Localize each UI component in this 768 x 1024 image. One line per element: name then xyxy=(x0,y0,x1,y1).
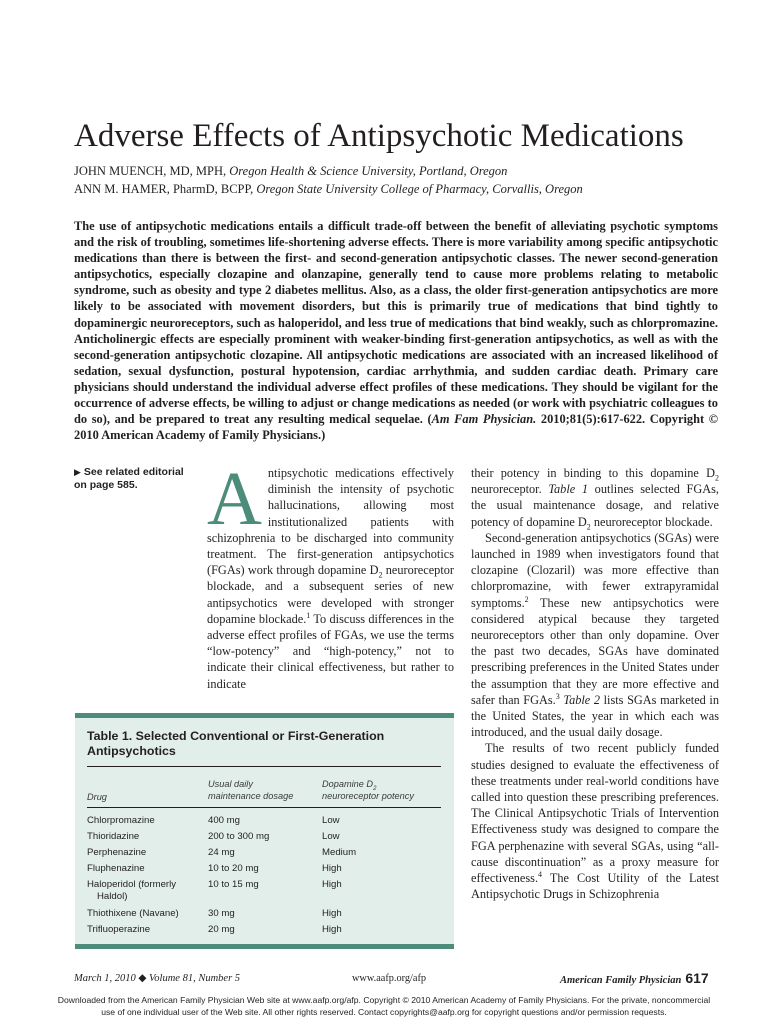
table-rule xyxy=(87,807,441,808)
table-cell-dosage: 10 to 20 mg xyxy=(208,863,259,874)
drug-name: Haloperidol (formerly xyxy=(87,879,177,890)
table-header-drug: Drug xyxy=(87,792,107,802)
table-cell-drug xyxy=(87,815,205,827)
drug-name-continued: Haldol) xyxy=(97,891,128,902)
table-1 xyxy=(75,713,454,949)
footer-issue: March 1, 2010 ◆ Volume 81, Number 5 xyxy=(74,973,241,984)
table-cell-drug xyxy=(87,879,205,903)
drug-name: Thiothixene (Navane) xyxy=(87,908,179,919)
reference-superscript[interactable]: 3 xyxy=(555,691,560,701)
body-text: outlines selected FGAs, the usual maintenance dosage, and relative potency of dopamine D xyxy=(471,482,719,529)
author-line-1 xyxy=(74,163,714,180)
table-cell-drug xyxy=(87,924,205,936)
abstract-citation: 2010;81(5):617-622. Copyright © 2010 American Academy of Family Physicians.) xyxy=(74,412,719,443)
body-text: their potency in binding to this dopamine D xyxy=(471,466,715,480)
article-title: Adverse Effects of Antipsychotic Medications xyxy=(74,118,684,154)
body-paragraph xyxy=(471,740,719,902)
body-text: Second-generation antipsychotics (SGAs) were launched in 1989 when investigators found that clozapine (Clozaril) was more effective than chlorpromazine, with fewer extrapyramidal symptoms. xyxy=(471,530,719,610)
body-paragraph xyxy=(471,465,719,530)
drug-name: Trifluoperazine xyxy=(87,924,151,935)
abstract-citation-journal: Am Fam Physician. xyxy=(431,412,537,427)
table-cell-dosage: 30 mg xyxy=(208,908,235,919)
subscript: 2 xyxy=(586,522,591,532)
drug-name: Thioridazine xyxy=(87,831,140,842)
table-header-text: Usual daily xyxy=(208,779,253,789)
table-cell-dosage: 10 to 15 mg xyxy=(208,879,259,890)
body-column-3 xyxy=(471,465,719,902)
reference-superscript[interactable]: 1 xyxy=(306,610,311,620)
download-notice-line: use of one individual user of the Web site. All other rights reserved. Contact copyrights@aafp.org for copyright questions and/or permission requests. xyxy=(101,1007,667,1017)
footer-journal xyxy=(560,970,709,986)
drop-cap: A xyxy=(207,457,262,541)
reference-superscript[interactable]: 4 xyxy=(538,869,543,879)
table-cell-drug xyxy=(87,908,205,920)
body-column-2 xyxy=(207,457,454,692)
table-cell-potency: High xyxy=(322,879,342,890)
author-line-2 xyxy=(74,181,714,198)
body-text: neuroreceptor blockade. xyxy=(590,514,713,529)
drug-name: Chlorpromazine xyxy=(87,815,155,826)
triangle-right-icon: ▶ xyxy=(74,467,81,477)
table-cell-dosage: 400 mg xyxy=(208,815,240,826)
table-header-potency xyxy=(322,778,414,802)
table-header-dosage xyxy=(208,778,293,802)
body-paragraph xyxy=(207,457,454,692)
table-cell-potency: High xyxy=(322,908,342,919)
table-cell-potency: Low xyxy=(322,815,340,826)
table-1-reference[interactable]: Table 1 xyxy=(548,482,589,497)
table-header-text: Dopamine D xyxy=(322,779,374,789)
table-cell-drug xyxy=(87,831,205,843)
table-cell-dosage: 20 mg xyxy=(208,924,235,935)
table-cell-potency: Medium xyxy=(322,847,357,858)
drug-name: Fluphenazine xyxy=(87,863,145,874)
table-cell-potency: High xyxy=(322,863,342,874)
author-affiliation: Oregon State University College of Pharmacy, Corvallis, Oregon xyxy=(256,182,583,196)
table-cell-dosage: 200 to 300 mg xyxy=(208,831,270,842)
table-cell-drug xyxy=(87,863,205,875)
body-text: lists SGAs marketed in the United States, the year in which each was introduced, and the usual daily dosage. xyxy=(471,692,720,740)
footer-url-link[interactable]: www.aafp.org/afp xyxy=(352,973,427,984)
download-notice-line: Downloaded from the American Family Physician Web site at www.aafp.org/afp. Copyright © 2010 American Academy of Family Physicians. For the private, noncommercial xyxy=(57,995,711,1005)
body-text: The results of two recent publicly funded studies designed to evaluate the effectiveness of these treatments under real-world conditions have called into question these prescribing preferences. The Clinical Antipsychotic Trials of Intervention Effectiveness study was designed to compare the FGA perphenazine with several SGAs, using “all-cause discontinuation” as a proxy measure for effectiveness. xyxy=(471,741,719,886)
abstract-text: The use of antipsychotic medications entails a difficult trade-off between the benefit of alleviating psychotic symptoms and the risk of troubling, sometimes life-shortening adverse effects. There is more variability among specific antipsychotic medications than there is between the first- and second-generation antipsychotic classes. The newer second-generation antipsychotics, especially clozapine and olanzapine, generally tend to cause more problems relating to metabolic syndrome, such as obesity and type 2 diabetes mellitus. Also, as a class, the older first-generation antipsychotics are more likely to be associated with movement disorders, but this is primarily true of medications that bind tightly to dopaminergic neuroreceptors, such as haloperidol, and less true of medications that bind weakly, such as chlorpromazine. Anticholinergic effects are especially prominent with weaker-binding first-generation antipsychotics, as well as with the second-generation antipsychotic clozapine. All antipsychotic medications are associated with an increased likelihood of sedation, sexual dysfunction, postural hypotension, cardiac arrhythmia, and sudden cardiac death. Primary care physicians should understand the individual adverse effect profiles of these medications. They should be vigilant for the occurrence of adverse effects, be willing to adjust or change medications as needed (or work with psychiatric colleagues to do so), and be prepared to treat any resulting medical sequelae. ( xyxy=(74,219,718,427)
journal-name: American Family Physician xyxy=(560,975,682,986)
body-text: ntipsychotic medications effectively diminish the intensity of psychotic hallucinations, allowing most institutionalized patients with schizophrenia to be discharged into community treatment. The first-generation antipsychotics (FGAs) work through dopamine D xyxy=(207,466,454,578)
subscript: 2 xyxy=(715,473,719,483)
author-name: JOHN MUENCH, MD, MPH, xyxy=(74,164,227,178)
body-paragraph xyxy=(471,530,719,741)
table-2-reference[interactable]: Table 2 xyxy=(563,692,601,707)
body-text: The Cost Utility of the Latest Antipsychotic Drugs in Schizophrenia xyxy=(471,871,719,902)
author-affiliation: Oregon Health & Science University, Portland, Oregon xyxy=(229,164,508,178)
subscript: 2 xyxy=(373,785,377,792)
page-number: 617 xyxy=(685,970,709,986)
body-text: neuroreceptor. xyxy=(471,482,549,497)
table-cell-drug xyxy=(87,847,205,859)
see-related-text: See related editorial on page 585. xyxy=(74,466,184,491)
body-text: These new antipsychotics were considered atypical because they targeted neuroreceptors other than only dopamine. Over the past two decades, SGAs have dominated prescribing preferences in the United States under the assumption that they are more effective and safer than FGAs. xyxy=(471,595,719,707)
abstract xyxy=(74,218,718,443)
table-header-text: neuroreceptor potency xyxy=(322,791,414,801)
subscript: 2 xyxy=(378,570,383,580)
drug-name: Perphenazine xyxy=(87,847,147,858)
table-cell-potency: High xyxy=(322,924,342,935)
table-title: Table 1. Selected Conventional or First-Generation Antipsychotics xyxy=(87,729,385,758)
reference-superscript[interactable]: 2 xyxy=(524,594,529,604)
body-text: To discuss differences in the adverse effect profiles of FGAs, we use the terms “low-potency” and “high-potency,” not to indicate their clinical effectiveness, but rather to indicate xyxy=(207,611,454,691)
author-name: ANN M. HAMER, PharmD, BCPP, xyxy=(74,182,254,196)
download-notice xyxy=(0,994,768,1018)
table-header-text: maintenance dosage xyxy=(208,791,294,801)
see-related-editorial-link[interactable] xyxy=(74,466,199,492)
table-cell-dosage: 24 mg xyxy=(208,847,235,858)
body-text: neuroreceptor blockade, and a subsequent series of new antipsychotics were developed with stronger dopamine blockade. xyxy=(207,563,454,626)
table-rule xyxy=(87,766,441,767)
table-cell-potency: Low xyxy=(322,831,340,842)
